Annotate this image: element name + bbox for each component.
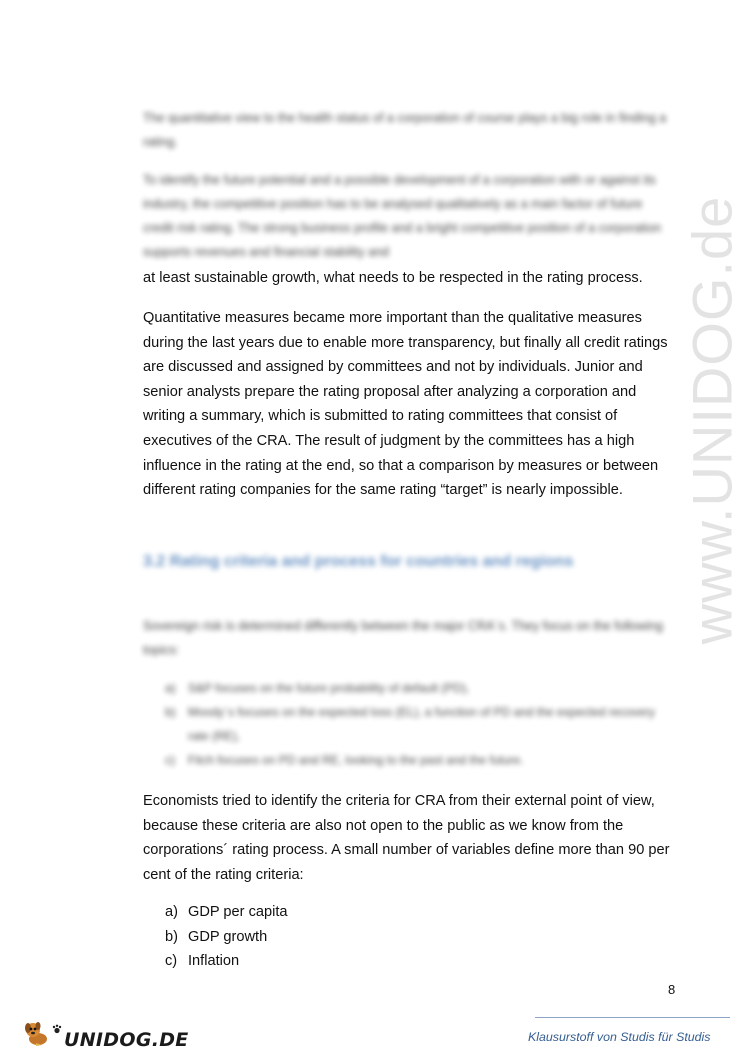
list-marker: b)	[165, 705, 176, 719]
section-heading: 3.2 Rating criteria and process for countries and regions	[143, 553, 574, 570]
list-text: Fitch focuses on PD and RE, looking to the past and the future.	[188, 753, 524, 767]
list-text: Moody´s focuses on the expected loss (EL), a function of PD and the expected recovery rate (RE),	[188, 705, 655, 743]
list-item	[143, 748, 673, 772]
paragraph-sovereign-risk: Sovereign risk is determined differently between the major CRA´s. They focus on the following topics:	[143, 619, 663, 657]
dog-icon	[22, 1018, 52, 1053]
footer-tagline: Klausurstoff von Studis für Studis	[528, 1030, 711, 1044]
list-item	[143, 700, 673, 748]
list-text: GDP per capita	[188, 904, 288, 920]
paragraph-sustainable-growth: at least sustainable growth, what needs to be respected in the rating process.	[143, 270, 643, 286]
footer-divider	[535, 1017, 730, 1018]
rating-criteria-list	[143, 900, 673, 974]
list-marker: b)	[165, 928, 178, 945]
paw-icon	[52, 1021, 62, 1039]
list-text: S&P focuses on the future probability of default (PD),	[188, 681, 470, 695]
logo-text: UNIDOG.DE	[64, 1029, 189, 1051]
list-item	[143, 676, 673, 700]
list-text: GDP growth	[188, 928, 268, 945]
list-marker: c)	[165, 753, 175, 767]
watermark: www.UNIDOG.de	[680, 195, 744, 645]
page-number: 8	[668, 982, 676, 997]
list-text: Inflation	[188, 953, 240, 970]
list-marker: a)	[165, 904, 178, 920]
list-item	[143, 925, 673, 950]
paragraph-future-potential: To identify the future potential and a possible development of a corporation with or against its industry, the competitive position has to be analysed qualitatively as a main factor of future credit risk rating. The strong business profile and a bright competitive position of a corporation supports revenues and financial stability and	[143, 173, 662, 259]
unidog-logo	[22, 1018, 189, 1053]
list-item	[143, 949, 673, 974]
list-marker: a)	[165, 681, 176, 695]
paragraph-economists: Economists tried to identify the criteria for CRA from their external point of view, because these criteria are also not open to the public as we know from the corporations´ rating process. A small number of variables define more than 90 per cent of the rating criteria:	[143, 793, 670, 883]
paragraph-quantitative-view: The quantitative view to the health status of a corporation of course plays a big role in finding a rating.	[143, 111, 667, 149]
paragraph-quantitative-measures: Quantitative measures became more important than the qualitative measures during the last years due to enable more transparency, but finally all credit ratings are discussed and assigned by committees and not by individuals. Junior and senior analysts prepare the rating proposal after analyzing a corporation and writing a summary, which is submitted to rating committees that consist of executives of the CRA. The result of judgment by the committees has a high influence in the rating at the end, so that a comparison by measures or between different rating companies for the same rating “target” is nearly impossible.	[143, 310, 668, 499]
list-item	[143, 900, 673, 925]
cra-focus-list	[143, 676, 673, 772]
list-marker: c)	[165, 953, 178, 970]
